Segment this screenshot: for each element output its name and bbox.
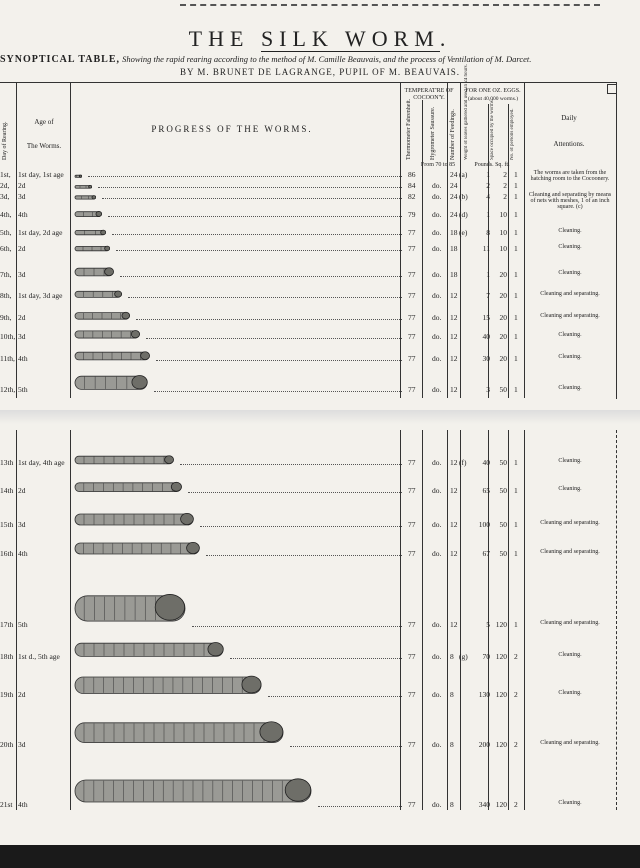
row-space: 10 bbox=[499, 228, 507, 237]
byline: BY M. BRUNET DE LAGRANGE, PUPIL OF M. BEAUVAIS. bbox=[179, 67, 461, 77]
row-weight: 11 bbox=[482, 244, 490, 253]
row-persons: 1 bbox=[514, 620, 518, 629]
row-feedings: 12 bbox=[450, 620, 458, 629]
dotted-leader bbox=[268, 690, 402, 697]
silkworm-illustration bbox=[74, 508, 194, 528]
row-weight: 67 bbox=[482, 549, 490, 558]
scan-edge bbox=[0, 845, 640, 868]
row-day: 15th bbox=[0, 520, 14, 529]
col-day-header: Day of Rearing. bbox=[2, 121, 8, 160]
row-day: 12th, bbox=[0, 385, 16, 394]
row-feedings: 18 bbox=[450, 270, 458, 279]
row-persons: 1 bbox=[514, 332, 518, 341]
row-space: 50 bbox=[499, 486, 507, 495]
row-thermometer: 77 bbox=[408, 458, 416, 467]
row-age: 1st d., 5th age bbox=[18, 652, 60, 661]
silkworm-illustration bbox=[74, 288, 122, 299]
row-attentions: Cleaning. bbox=[558, 332, 582, 338]
col-age-bottom: The Worms. bbox=[26, 142, 62, 150]
col-daily-bottom: Attentions. bbox=[553, 140, 585, 148]
row-thermometer: 79 bbox=[408, 210, 416, 219]
row-age: 2d bbox=[18, 690, 26, 699]
row-hygrometer: do. bbox=[432, 800, 442, 809]
rule bbox=[460, 82, 461, 398]
row-age: 3d bbox=[18, 332, 26, 341]
row-feedings: 8 bbox=[450, 740, 454, 749]
row-hygrometer: do. bbox=[432, 740, 442, 749]
row-feedings: 8 bbox=[450, 690, 454, 699]
row-hygrometer: do. bbox=[432, 210, 442, 219]
row-hygrometer: do. bbox=[432, 486, 442, 495]
row-feedings: 12 bbox=[450, 458, 458, 467]
row-feedings: 12 bbox=[450, 385, 458, 394]
row-hygrometer: do. bbox=[432, 520, 442, 529]
row-space: 120 bbox=[495, 652, 507, 661]
row-weight: 40 bbox=[482, 332, 490, 341]
row-hygrometer: do. bbox=[432, 549, 442, 558]
row-hygrometer: do. bbox=[432, 354, 442, 363]
row-persons: 1 bbox=[514, 210, 518, 219]
dotted-leader bbox=[136, 313, 402, 320]
row-space: 50 bbox=[499, 385, 507, 394]
silkworm-illustration bbox=[74, 537, 200, 557]
row-thermometer: 77 bbox=[408, 332, 416, 341]
dotted-leader bbox=[188, 486, 402, 493]
row-weight: 1 bbox=[486, 170, 490, 179]
silkworm-illustration bbox=[74, 327, 140, 340]
page-title bbox=[0, 26, 640, 52]
row-hygrometer: do. bbox=[432, 385, 442, 394]
row-weight: 3 bbox=[486, 385, 490, 394]
subtitle-rest: Showing the rapid rearing according to the method of M. Camille Beauvais, and the process of Ventilation of M. Darcet. bbox=[120, 54, 532, 64]
row-feedings: 18 bbox=[450, 244, 458, 253]
col-progress-header: PROGRESS OF THE WORMS. bbox=[151, 124, 313, 134]
row-day: 5th, bbox=[0, 228, 12, 237]
row-day: 9th, bbox=[0, 313, 12, 322]
row-age: 3d bbox=[18, 520, 26, 529]
silkworm-illustration bbox=[74, 244, 110, 252]
row-attentions: Cleaning and separating. bbox=[540, 291, 600, 297]
row-persons: 2 bbox=[514, 800, 518, 809]
row-hygrometer: do. bbox=[432, 181, 442, 190]
row-day: 7th, bbox=[0, 270, 12, 279]
row-persons: 1 bbox=[514, 520, 518, 529]
row-persons: 1 bbox=[514, 228, 518, 237]
row-hygrometer: do. bbox=[432, 458, 442, 467]
row-space: 10 bbox=[499, 210, 507, 219]
from-range-label: From 70 to 85 bbox=[420, 162, 456, 168]
row-day: 10th, bbox=[0, 332, 16, 341]
row-weight: 4 bbox=[486, 192, 490, 201]
row-persons: 1 bbox=[514, 354, 518, 363]
row-age: 1st day, 3d age bbox=[18, 291, 63, 300]
row-weight: 340 bbox=[478, 800, 490, 809]
row-feedings: 24 bbox=[450, 181, 458, 190]
row-day: 20th bbox=[0, 740, 14, 749]
row-thermometer: 77 bbox=[408, 486, 416, 495]
row-age: 1st day, 4th age bbox=[18, 458, 65, 467]
row-weight: 40 bbox=[482, 458, 490, 467]
row-age: 4th bbox=[18, 549, 28, 558]
row-persons: 1 bbox=[514, 244, 518, 253]
row-feedings: 12 bbox=[450, 291, 458, 300]
row-persons: 1 bbox=[514, 549, 518, 558]
row-persons: 2 bbox=[514, 690, 518, 699]
row-weight: 130 bbox=[478, 690, 490, 699]
title-suffix: . bbox=[439, 26, 452, 51]
dotted-leader bbox=[146, 332, 402, 339]
row-note-mark: (b) bbox=[459, 192, 468, 201]
row-feedings: 8 bbox=[450, 652, 454, 661]
row-day: 6th, bbox=[0, 244, 12, 253]
row-space: 20 bbox=[499, 291, 507, 300]
page-fold bbox=[0, 410, 640, 424]
row-space: 50 bbox=[499, 458, 507, 467]
row-weight: 1 bbox=[486, 210, 490, 219]
row-space: 50 bbox=[499, 520, 507, 529]
silkworm-illustration bbox=[74, 668, 262, 698]
row-attentions: Cleaning and separating by means of nets with meshes, 1 of an inch square. (c) bbox=[528, 192, 612, 210]
row-age: 2d bbox=[18, 244, 26, 253]
row-weight: 100 bbox=[478, 520, 490, 529]
silkworm-illustration bbox=[74, 478, 182, 494]
row-attentions: Cleaning. bbox=[558, 486, 582, 492]
row-hygrometer: do. bbox=[432, 620, 442, 629]
dotted-leader bbox=[192, 620, 402, 627]
row-space: 20 bbox=[499, 332, 507, 341]
row-attentions: Cleaning. bbox=[558, 690, 582, 696]
row-weight: 1 bbox=[486, 270, 490, 279]
dotted-leader bbox=[230, 652, 402, 659]
silkworm-illustration bbox=[74, 194, 96, 200]
row-feedings: 24 bbox=[450, 170, 458, 179]
silkworm-illustration bbox=[74, 768, 312, 808]
row-persons: 1 bbox=[514, 486, 518, 495]
row-persons: 1 bbox=[514, 181, 518, 190]
row-hygrometer: do. bbox=[432, 652, 442, 661]
row-day: 4th, bbox=[0, 210, 12, 219]
row-thermometer: 77 bbox=[408, 549, 416, 558]
col-space-header: Space occupied by the worms. bbox=[490, 99, 495, 160]
row-weight: 15 bbox=[482, 313, 490, 322]
row-attentions: Cleaning and separating. bbox=[540, 520, 600, 526]
row-attentions: Cleaning. bbox=[558, 270, 582, 276]
row-persons: 2 bbox=[514, 652, 518, 661]
row-age: 5th bbox=[18, 620, 28, 629]
row-age: 4th bbox=[18, 354, 28, 363]
row-note-mark: (e) bbox=[459, 228, 468, 237]
row-day: 16th bbox=[0, 549, 14, 558]
row-day: 8th, bbox=[0, 291, 12, 300]
row-persons: 1 bbox=[514, 170, 518, 179]
row-space: 2 bbox=[503, 192, 507, 201]
row-thermometer: 77 bbox=[408, 800, 416, 809]
row-feedings: 12 bbox=[450, 354, 458, 363]
silkworm-illustration bbox=[74, 309, 130, 321]
row-feedings: 12 bbox=[450, 313, 458, 322]
row-attentions: Cleaning. bbox=[558, 228, 582, 234]
row-weight: 2 bbox=[486, 181, 490, 190]
row-weight: 30 bbox=[482, 354, 490, 363]
silkworm-illustration bbox=[74, 636, 224, 660]
subtitle bbox=[0, 54, 640, 65]
row-space: 120 bbox=[495, 690, 507, 699]
rule bbox=[400, 82, 401, 398]
row-age: 4th bbox=[18, 210, 28, 219]
row-attentions: Cleaning. bbox=[558, 354, 582, 360]
row-hygrometer: do. bbox=[432, 291, 442, 300]
dotted-leader bbox=[290, 740, 402, 747]
row-day: 11th, bbox=[0, 354, 15, 363]
col-age-top: Age of bbox=[34, 118, 54, 126]
row-space: 120 bbox=[495, 800, 507, 809]
row-note-mark: (f) bbox=[459, 458, 467, 467]
row-age: 1st day, 1st age bbox=[18, 170, 64, 179]
silkworm-illustration bbox=[74, 209, 102, 218]
corner-ornament bbox=[607, 84, 617, 94]
dotted-leader bbox=[180, 458, 402, 465]
row-attentions: Cleaning and separating. bbox=[540, 313, 600, 319]
row-weight: 7 bbox=[486, 291, 490, 300]
row-hygrometer: do. bbox=[432, 332, 442, 341]
row-feedings: 18 bbox=[450, 228, 458, 237]
col-one-oz-header: FOR ONE OZ. EGGS. bbox=[465, 88, 521, 94]
row-age: 2d bbox=[18, 486, 26, 495]
title-prefix: THE bbox=[188, 26, 261, 51]
dotted-leader bbox=[154, 385, 402, 392]
row-age: 5th bbox=[18, 385, 28, 394]
dotted-leader bbox=[116, 244, 402, 251]
col-hygrometer-header: Hygrometer Saussure. bbox=[430, 106, 436, 160]
row-persons: 1 bbox=[514, 192, 518, 201]
row-thermometer: 77 bbox=[408, 291, 416, 300]
row-persons: 1 bbox=[514, 270, 518, 279]
row-age: 3d bbox=[18, 192, 26, 201]
col-weight-header: Weight of leaves gathered and used in 24 hours. bbox=[464, 64, 469, 160]
row-note-mark: (a) bbox=[459, 170, 468, 179]
row-space: 20 bbox=[499, 313, 507, 322]
row-thermometer: 77 bbox=[408, 620, 416, 629]
row-attentions: Cleaning. bbox=[558, 385, 582, 391]
row-thermometer: 86 bbox=[408, 170, 416, 179]
row-age: 3d bbox=[18, 270, 26, 279]
row-persons: 1 bbox=[514, 458, 518, 467]
row-thermometer: 77 bbox=[408, 354, 416, 363]
row-day: 3d, bbox=[0, 192, 10, 201]
row-persons: 2 bbox=[514, 740, 518, 749]
row-day: 1st, bbox=[0, 170, 11, 179]
row-feedings: 12 bbox=[450, 520, 458, 529]
silkworm-illustration bbox=[74, 228, 106, 236]
title-underlined: SILK WORM bbox=[260, 26, 440, 51]
row-feedings: 12 bbox=[450, 549, 458, 558]
row-hygrometer: do. bbox=[432, 270, 442, 279]
row-thermometer: 77 bbox=[408, 313, 416, 322]
row-attentions: The worms are taken from the hatching room to the Cocoonery. bbox=[530, 170, 610, 182]
row-note-mark: (g) bbox=[459, 652, 468, 661]
row-space: 20 bbox=[499, 270, 507, 279]
rule bbox=[70, 82, 71, 398]
silkworm-illustration bbox=[74, 582, 186, 628]
col-one-oz-sub: (about 40,000 worms.) bbox=[467, 96, 519, 102]
subtitle-bold: SYNOPTICAL TABLE, bbox=[0, 54, 120, 65]
rule bbox=[447, 82, 448, 398]
row-space: 50 bbox=[499, 549, 507, 558]
pounds-sq-label: Pounds. Sq. ft. bbox=[474, 162, 510, 168]
top-border bbox=[180, 4, 600, 6]
silkworm-illustration bbox=[74, 712, 284, 748]
row-hygrometer: do. bbox=[432, 192, 442, 201]
silkworm-illustration bbox=[74, 264, 114, 278]
dotted-leader bbox=[206, 549, 402, 556]
col-feedings-header: Number of Feedings. bbox=[450, 109, 456, 160]
row-space: 20 bbox=[499, 354, 507, 363]
row-day: 14th bbox=[0, 486, 14, 495]
row-thermometer: 77 bbox=[408, 385, 416, 394]
row-day: 13th bbox=[0, 458, 14, 467]
row-thermometer: 84 bbox=[408, 181, 416, 190]
row-space: 2 bbox=[503, 181, 507, 190]
row-attentions: Cleaning. bbox=[558, 800, 582, 806]
dotted-leader bbox=[128, 291, 402, 298]
col-temperature-header: TEMPERAT'RE OF COCOON'Y. bbox=[404, 88, 454, 101]
row-day: 18th bbox=[0, 652, 14, 661]
row-attentions: Cleaning. bbox=[558, 652, 582, 658]
row-hygrometer: do. bbox=[432, 244, 442, 253]
silkworm-illustration bbox=[74, 452, 174, 466]
row-age: 3d bbox=[18, 740, 26, 749]
row-attentions: Cleaning. bbox=[558, 244, 582, 250]
row-thermometer: 77 bbox=[408, 244, 416, 253]
dotted-leader bbox=[200, 520, 402, 527]
silkworm-illustration bbox=[74, 348, 150, 362]
col-daily-top: Daily bbox=[561, 114, 577, 122]
row-space: 120 bbox=[495, 620, 507, 629]
row-persons: 1 bbox=[514, 385, 518, 394]
silkworm-illustration bbox=[74, 184, 92, 189]
col-thermometer-header: Thermometer Fahrenheit. bbox=[406, 98, 412, 160]
row-weight: 65 bbox=[482, 486, 490, 495]
row-age: 1st day, 2d age bbox=[18, 228, 63, 237]
silkworm-illustration bbox=[74, 369, 148, 393]
row-attentions: Cleaning and separating. bbox=[540, 740, 600, 746]
dotted-leader bbox=[102, 192, 402, 199]
row-space: 120 bbox=[495, 740, 507, 749]
silkworm-illustration bbox=[74, 174, 82, 178]
row-weight: 8 bbox=[486, 228, 490, 237]
row-space: 2 bbox=[503, 170, 507, 179]
row-feedings: 24 bbox=[450, 210, 458, 219]
dotted-leader bbox=[318, 800, 402, 807]
row-weight: 5 bbox=[486, 620, 490, 629]
row-age: 2d bbox=[18, 313, 26, 322]
row-hygrometer: do. bbox=[432, 690, 442, 699]
row-day: 2d, bbox=[0, 181, 10, 190]
row-thermometer: 77 bbox=[408, 690, 416, 699]
row-thermometer: 77 bbox=[408, 270, 416, 279]
row-attentions: Cleaning and separating. bbox=[540, 549, 600, 555]
dotted-leader bbox=[156, 354, 402, 361]
row-hygrometer: do. bbox=[432, 313, 442, 322]
row-thermometer: 77 bbox=[408, 740, 416, 749]
row-thermometer: 77 bbox=[408, 520, 416, 529]
dotted-leader bbox=[98, 181, 402, 188]
row-day: 19th bbox=[0, 690, 14, 699]
row-persons: 1 bbox=[514, 313, 518, 322]
dotted-leader bbox=[112, 228, 402, 235]
row-feedings: 8 bbox=[450, 800, 454, 809]
dotted-leader bbox=[120, 270, 402, 277]
row-hygrometer: do. bbox=[432, 228, 442, 237]
row-day: 17th bbox=[0, 620, 14, 629]
row-age: 4th bbox=[18, 800, 28, 809]
dotted-leader bbox=[88, 170, 402, 177]
rule bbox=[524, 82, 525, 398]
row-day: 21st bbox=[0, 800, 13, 809]
row-feedings: 12 bbox=[450, 332, 458, 341]
row-note-mark: (d) bbox=[459, 210, 468, 219]
col-persons-header: No. of persons employed. bbox=[510, 108, 515, 160]
row-feedings: 12 bbox=[450, 486, 458, 495]
dotted-leader bbox=[108, 210, 402, 217]
row-space: 10 bbox=[499, 244, 507, 253]
row-attentions: Cleaning and separating. bbox=[540, 620, 600, 626]
row-thermometer: 82 bbox=[408, 192, 416, 201]
row-attentions: Cleaning. bbox=[558, 458, 582, 464]
row-feedings: 24 bbox=[450, 192, 458, 201]
row-weight: 70 bbox=[482, 652, 490, 661]
row-thermometer: 77 bbox=[408, 228, 416, 237]
rule bbox=[16, 82, 17, 398]
row-thermometer: 77 bbox=[408, 652, 416, 661]
row-persons: 1 bbox=[514, 291, 518, 300]
row-weight: 200 bbox=[478, 740, 490, 749]
row-age: 2d bbox=[18, 181, 26, 190]
